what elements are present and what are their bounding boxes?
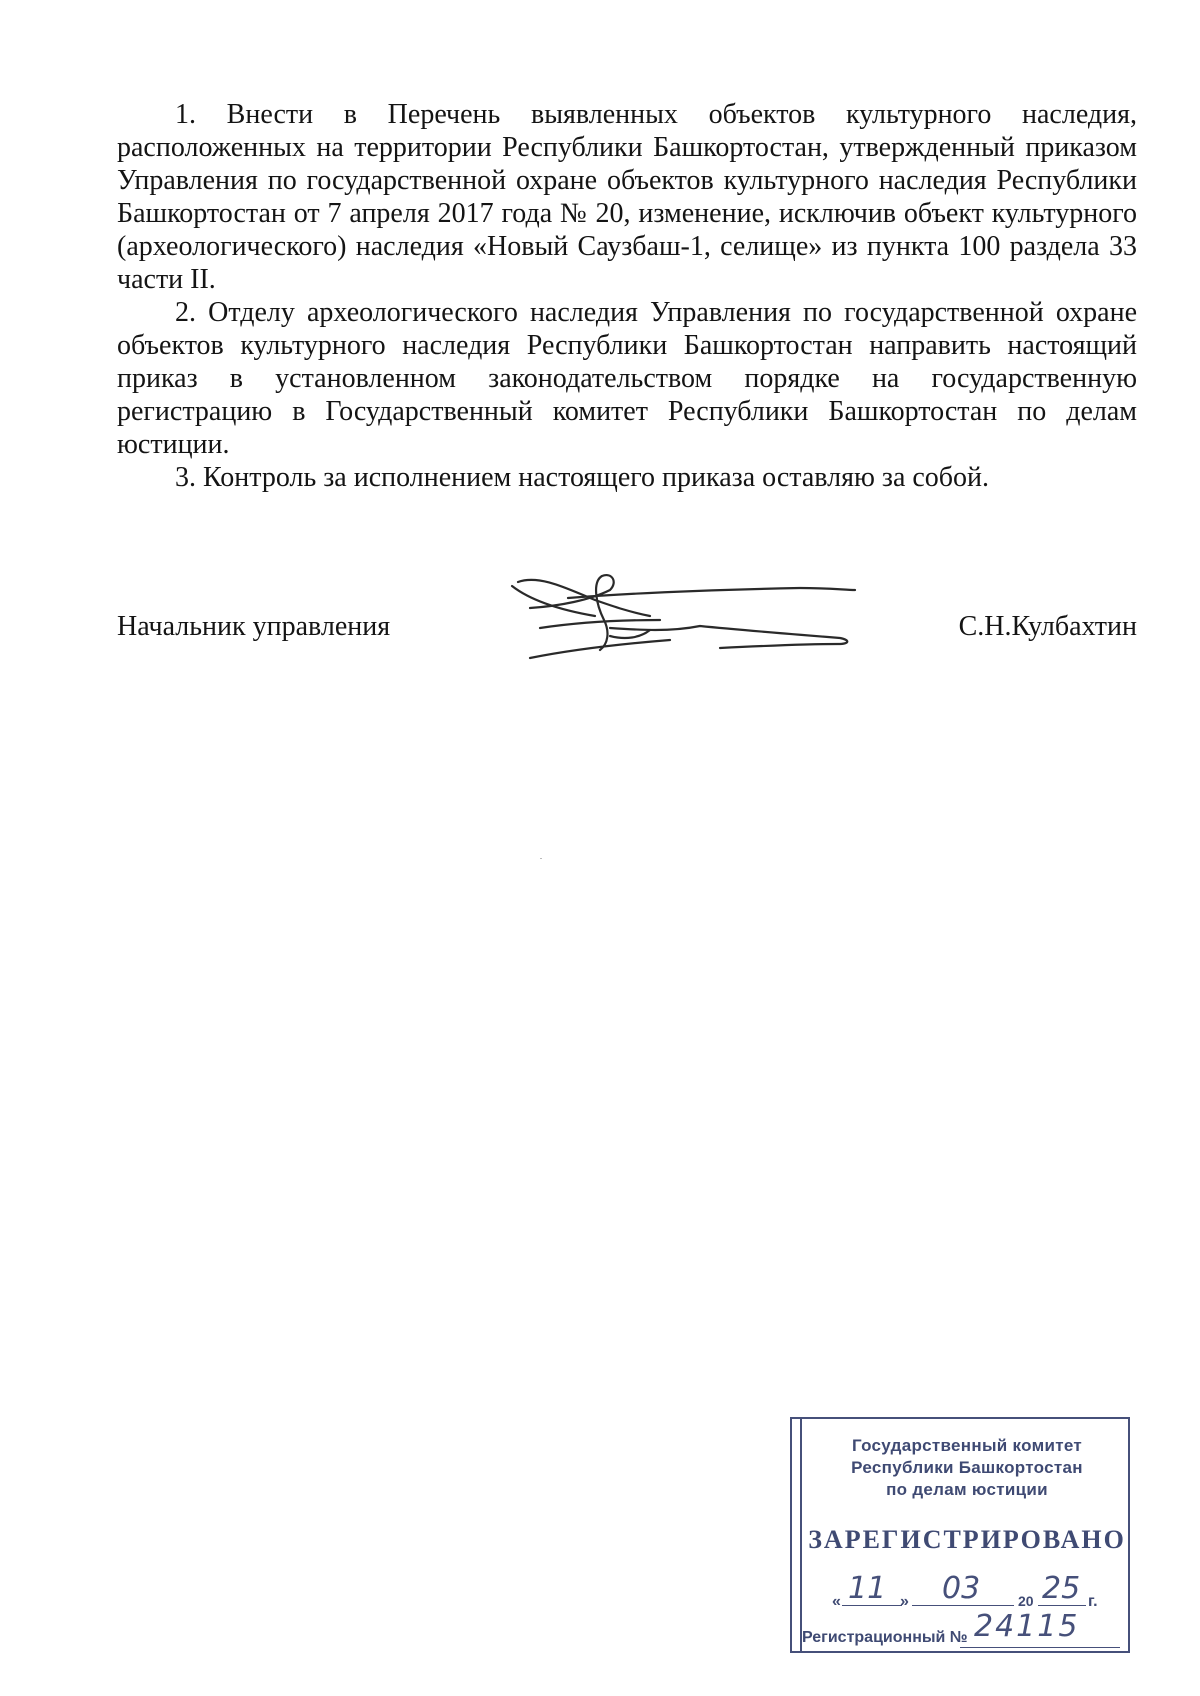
signer-name: С.Н.Кулбахтин [958,611,1137,642]
registration-underline [960,1647,1120,1648]
stamp-org-line-2: Республики Башкортостан [851,1458,1083,1477]
date-open-quote: « [832,1593,841,1610]
date-day: 11 [848,1571,887,1606]
position-title: Начальник управления [117,611,391,642]
stamp-date [832,1571,1132,1611]
registration-stamp [790,1417,1130,1653]
date-month: 03 [942,1571,981,1606]
date-close-quote: » [900,1593,909,1610]
document-body [117,98,1137,494]
stamp-inner-frame [800,1419,1132,1653]
paragraph-3: 3. Контроль за исполнением настоящего приказа оставляю за собой. [175,462,990,493]
stamp-status: ЗАРЕГИСТРИРОВАНО [808,1525,1126,1554]
date-year-suffix: 25 [1042,1571,1081,1606]
stamp-registration [802,1609,1132,1653]
registration-label: Регистрационный № [802,1629,968,1646]
stamp-org-line-1: Государственный комитет [851,1436,1082,1455]
date-year-prefix: 20 [1018,1593,1034,1609]
paragraph-2: 2. Отделу археологического наследия Управления по государственной охране объектов культурного наследия Республики Башкортостан направить настоящий приказ в установленном законодательством порядке на государственную регистрацию в Государственный комитет Республики Башкортостан по делам юстиции. [117,297,1137,460]
stamp-organization [802,1435,1132,1501]
handwritten-signature [500,560,890,670]
registration-number: 24115 [974,1609,1080,1644]
stamp-org-line-3: по делам юстиции [886,1480,1048,1499]
scan-speck [540,858,542,859]
paragraph-1: 1. Внести в Перечень выявленных объектов культурного наследия, расположенных на территории Республики Башкортостан, утвержденный приказом Управления по государственной охране объектов культурного наследия Республики Башкортостан от 7 апреля 2017 года № 20, изменение, исключив объект культурного (археологического) наследия «Новый Саузбаш-1, селище» из пункта 100 раздела 33 части II. [117,99,1137,295]
date-year-unit: г. [1088,1593,1098,1610]
